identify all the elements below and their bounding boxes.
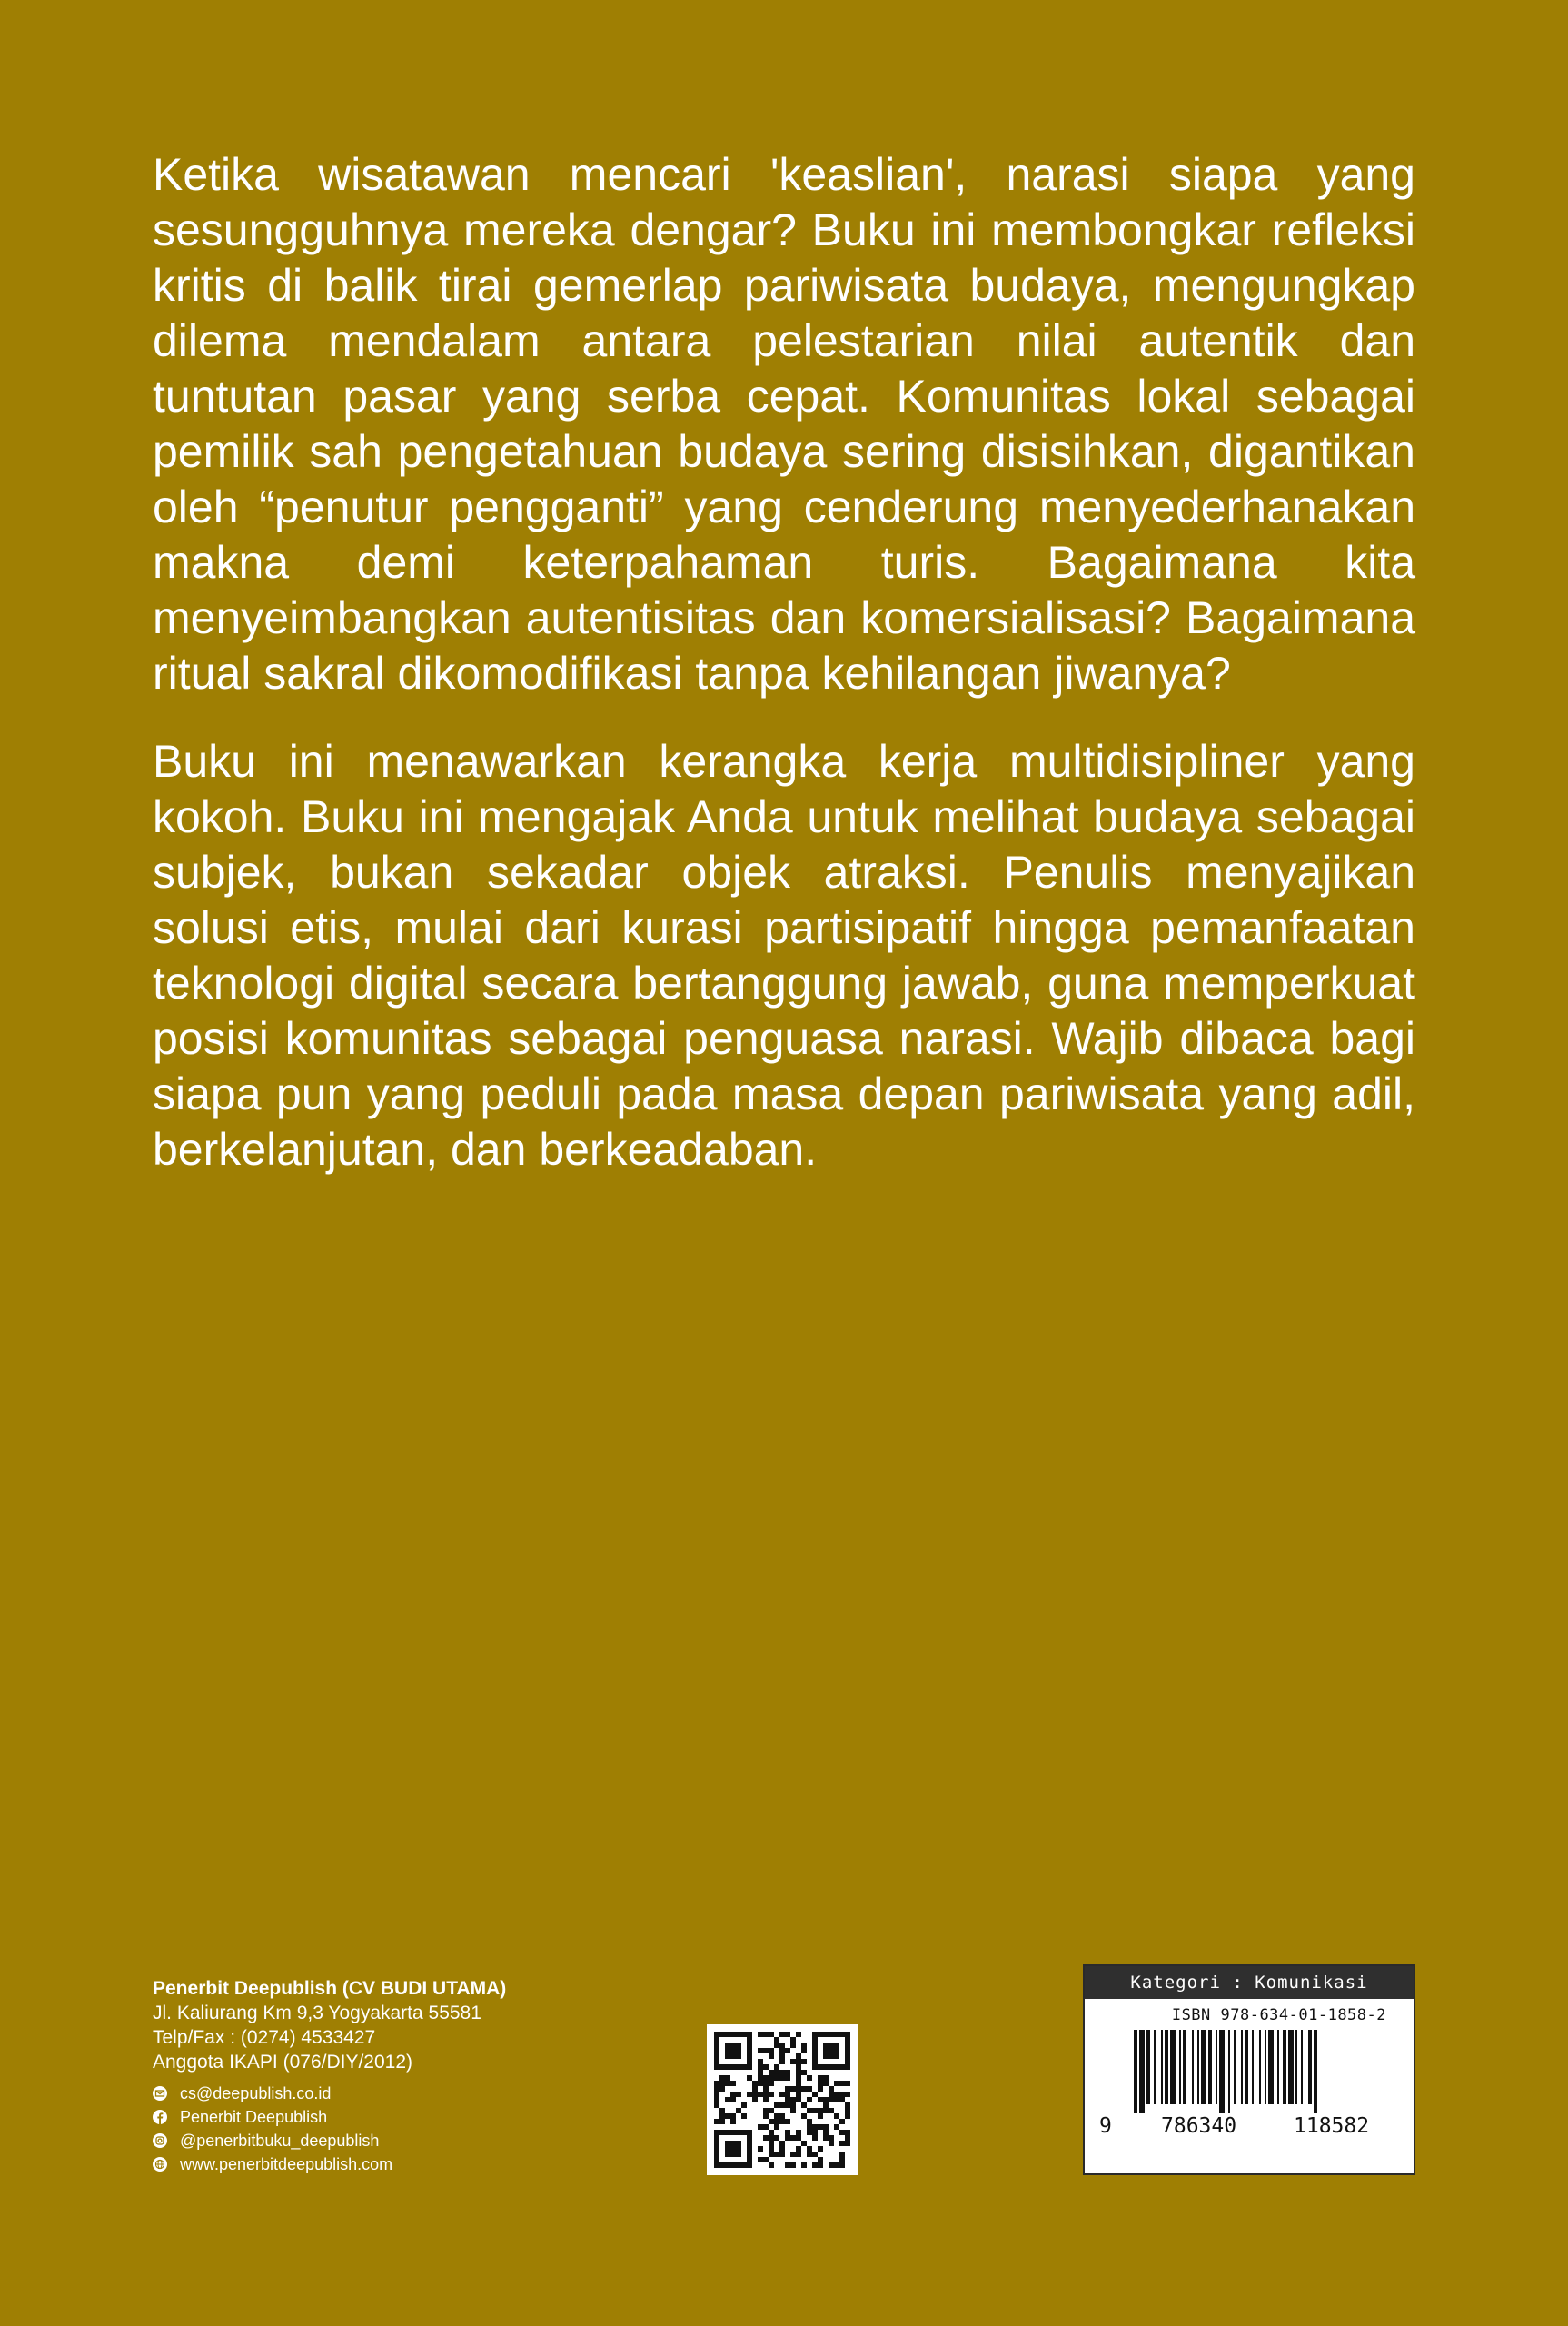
contact-instagram[interactable] <box>153 2129 661 2152</box>
publisher-info <box>153 1976 661 2176</box>
kategori-label: Kategori : Komunikasi <box>1085 1966 1414 1999</box>
instagram-icon <box>153 2133 167 2148</box>
publisher-phone: Telp/Fax : (0274) 4533427 <box>153 2027 376 2048</box>
isbn-barcode-box <box>1083 1964 1415 2175</box>
barcode-digits-right: 118582 <box>1294 2114 1370 2138</box>
barcode-bars <box>1130 2030 1394 2113</box>
contact-email[interactable] <box>153 2082 661 2105</box>
barcode-digits-left: 786340 <box>1161 2114 1237 2138</box>
barcode-digits <box>1085 2114 1414 2142</box>
contact-facebook-text: Penerbit Deepublish <box>180 2108 328 2126</box>
contact-email-text: cs@deepublish.co.id <box>180 2084 332 2102</box>
back-cover-blurb <box>153 147 1415 1210</box>
publisher-contacts <box>153 2082 661 2176</box>
qr-code-pattern <box>707 2024 858 2175</box>
contact-website[interactable] <box>153 2152 661 2176</box>
globe-icon <box>153 2157 167 2172</box>
publisher-ikapi: Anggota IKAPI (076/DIY/2012) <box>153 2052 413 2073</box>
contact-website-text: www.penerbitdeepublish.com <box>180 2155 393 2173</box>
contact-facebook[interactable] <box>153 2105 661 2129</box>
contact-instagram-text: @penerbitbuku_deepublish <box>180 2132 380 2150</box>
facebook-icon <box>153 2110 167 2124</box>
barcode-digit-first: 9 <box>1099 2114 1112 2138</box>
qr-code[interactable] <box>707 2024 858 2175</box>
blurb-paragraph-1: Ketika wisatawan mencari 'keaslian', narasi siapa yang sesungguhnya mereka dengar? Buku ini membongkar refleksi kritis di balik tirai gemerlap pariwisata budaya, mengungkap dilema mendalam antara pelestarian nilai autentik dan tuntutan pasar yang serba cepat. Komunitas lokal sebagai pemilik sah pengetahuan budaya sering disisihkan, digantikan oleh “penutur pengganti” yang cenderung menyederhanakan makna demi keterpahaman turis. Bagaimana kita menyeimbangkan autentisitas dan komersialisasi? Bagaimana ritual sakral dikomodifikasi tanpa kehilangan jiwanya? <box>153 149 1415 699</box>
blurb-paragraph-2: Buku ini menawarkan kerangka kerja multidisipliner yang kokoh. Buku ini mengajak Anda untuk melihat budaya sebagai subjek, bukan sekadar objek atraksi. Penulis menyajikan solusi etis, mulai dari kurasi partisipatif hingga pemanfaatan teknologi digital secara bertanggung jawab, guna memperkuat posisi komunitas sebagai penguasa narasi. Wajib dibaca bagi siapa pun yang peduli pada masa depan pariwisata yang adil, berkelanjutan, dan berkeadaban. <box>153 736 1415 1175</box>
email-icon <box>153 2086 167 2101</box>
isbn-text: ISBN 978-634-01-1858-2 <box>1171 2006 1386 2024</box>
publisher-address: Jl. Kaliurang Km 9,3 Yogyakarta 55581 <box>153 2003 481 2023</box>
publisher-name: Penerbit Deepublish (CV BUDI UTAMA) <box>153 1978 507 1999</box>
